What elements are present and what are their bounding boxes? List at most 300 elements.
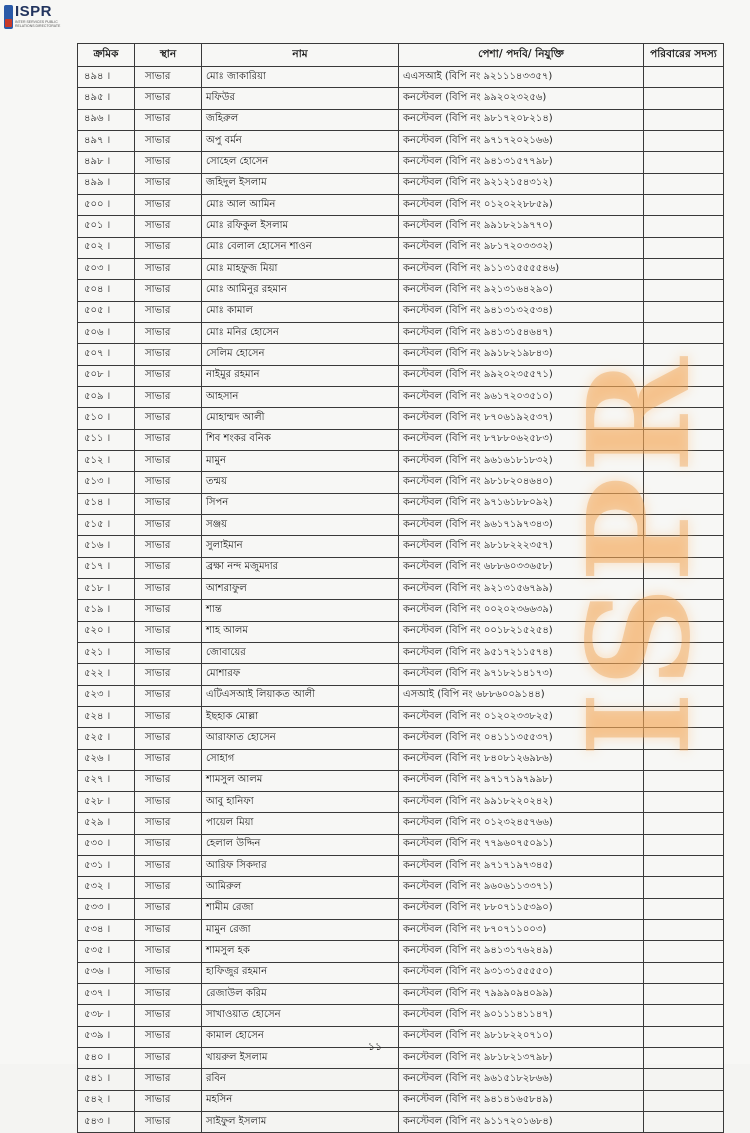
cell-name: আশরাফুল [202, 578, 399, 599]
cell-designation: কনস্টেবল (বিপি নং ৯০১১১৪১১৪৭) [399, 1005, 644, 1026]
cell-designation: কনস্টেবল (বিপি নং ৯৩১৩১৫৫৫৫০) [399, 962, 644, 983]
cell-place: সাভার [135, 578, 202, 599]
table-row [78, 536, 724, 557]
cell-serial: ৪৯৬ । [78, 109, 135, 130]
cell-serial: ৫৩২ । [78, 877, 135, 898]
cell-family-members [644, 1005, 724, 1026]
cell-place: সাভার [135, 557, 202, 578]
cell-serial: ৫০৩ । [78, 258, 135, 279]
cell-designation: কনস্টেবল (বিপি নং ৯৬১৭১৯৭৩৪৩) [399, 514, 644, 535]
cell-family-members [644, 109, 724, 130]
cell-designation: কনস্টেবল (বিপি নং ৯৯২০২৩২৫৬) [399, 88, 644, 109]
cell-family-members [644, 1112, 724, 1133]
cell-family-members [644, 621, 724, 642]
cell-family-members [644, 514, 724, 535]
cell-serial: ৫১৯ । [78, 600, 135, 621]
cell-name: সাখাওয়াত হোসেন [202, 1005, 399, 1026]
cell-family-members [644, 600, 724, 621]
cell-designation: এএসআই (বিপি নং ৯২১১১৪৩৩৫৭) [399, 67, 644, 88]
cell-name: শামীম রেজা [202, 898, 399, 919]
cell-family-members [644, 877, 724, 898]
cell-serial: ৫১৩ । [78, 472, 135, 493]
cell-designation: কনস্টেবল (বিপি নং ০১২০২৩৩৮২৫) [399, 706, 644, 727]
personnel-table [77, 43, 724, 1133]
cell-place: সাভার [135, 600, 202, 621]
cell-name: জোবায়ের [202, 642, 399, 663]
cell-family-members [644, 344, 724, 365]
cell-family-members [644, 557, 724, 578]
cell-family-members [644, 770, 724, 791]
cell-name: আরাফাত হোসেন [202, 728, 399, 749]
table-row [78, 493, 724, 514]
cell-serial: ৫০৯ । [78, 386, 135, 407]
cell-designation: কনস্টেবল (বিপি নং ৮৪০৮১২৬৯৮৬) [399, 749, 644, 770]
cell-name: নাইমুর রহমান [202, 365, 399, 386]
column-header-family-members: পরিবারের সদস্য [644, 44, 724, 67]
cell-place: সাভার [135, 194, 202, 215]
cell-serial: ৫৪০ । [78, 1048, 135, 1069]
cell-place: সাভার [135, 813, 202, 834]
cell-name: মোঃ রফিকুল ইসলাম [202, 216, 399, 237]
cell-name: এটিএসআই লিয়াকত আলী [202, 685, 399, 706]
cell-designation: কনস্টেবল (বিপি নং ০৪১১১৩৫৫৩৭) [399, 728, 644, 749]
cell-serial: ৫২২ । [78, 664, 135, 685]
table-row [78, 664, 724, 685]
cell-family-members [644, 365, 724, 386]
cell-place: সাভার [135, 173, 202, 194]
cell-name: মোঃ বেলাল হোসেন শাওন [202, 237, 399, 258]
cell-name: মহসিন [202, 1090, 399, 1111]
cell-place: সাভার [135, 258, 202, 279]
table-row [78, 578, 724, 599]
cell-designation: কনস্টেবল (বিপি নং ০০১৮২১৫২৫৪) [399, 621, 644, 642]
cell-family-members [644, 67, 724, 88]
cell-serial: ৫৪১ । [78, 1069, 135, 1090]
cell-designation: কনস্টেবল (বিপি নং ৯৬১৭২০৩৫১০) [399, 386, 644, 407]
cell-place: সাভার [135, 728, 202, 749]
cell-place: সাভার [135, 685, 202, 706]
column-header-name: নাম [202, 44, 399, 67]
cell-family-members [644, 322, 724, 343]
table-row [78, 152, 724, 173]
cell-name: কামাল হোসেন [202, 1026, 399, 1047]
cell-serial: ৫২৬ । [78, 749, 135, 770]
cell-designation: কনস্টেবল (বিপি নং ৯৭১৭১৯৭৩৪৫) [399, 856, 644, 877]
table-body [78, 67, 724, 1133]
cell-serial: ৫৪২ । [78, 1090, 135, 1111]
cell-name: শাহ আলম [202, 621, 399, 642]
cell-serial: ৫২৪ । [78, 706, 135, 727]
table-row [78, 898, 724, 919]
table-row [78, 109, 724, 130]
cell-name: সেলিম হোসেন [202, 344, 399, 365]
cell-serial: ৫৩৬ । [78, 962, 135, 983]
cell-serial: ৫২৫ । [78, 728, 135, 749]
cell-family-members [644, 920, 724, 941]
cell-place: সাভার [135, 152, 202, 173]
cell-name: জহিদুল ইসলাম [202, 173, 399, 194]
cell-name: আবু হানিফা [202, 792, 399, 813]
cell-family-members [644, 472, 724, 493]
cell-name: মোঃ আল আমিন [202, 194, 399, 215]
table-row [78, 1005, 724, 1026]
cell-designation: কনস্টেবল (বিপি নং ৮৮০৭১১৫৩৯০) [399, 898, 644, 919]
table-row [78, 728, 724, 749]
cell-designation: কনস্টেবল (বিপি নং ৯৫১৭২১১৫৭৪) [399, 642, 644, 663]
cell-family-members [644, 664, 724, 685]
cell-serial: ৫৩৯ । [78, 1026, 135, 1047]
cell-name: মোহাম্মদ আলী [202, 408, 399, 429]
table-row [78, 130, 724, 151]
cell-designation: কনস্টেবল (বিপি নং ০১২০২২৮৮৫৯) [399, 194, 644, 215]
logo-text: ISPR [15, 3, 53, 20]
cell-name: শান্ত [202, 600, 399, 621]
cell-place: সাভার [135, 706, 202, 727]
table-row [78, 344, 724, 365]
cell-name: সুলাইমান [202, 536, 399, 557]
cell-designation: কনস্টেবল (বিপি নং ৯৬০৬১১৩৩৭১) [399, 877, 644, 898]
table-row [78, 429, 724, 450]
cell-family-members [644, 173, 724, 194]
cell-designation: কনস্টেবল (বিপি নং ০০২০২৩৬৬৩৯) [399, 600, 644, 621]
cell-name: মামুন রেজা [202, 920, 399, 941]
cell-serial: ৫১১ । [78, 429, 135, 450]
cell-family-members [644, 962, 724, 983]
cell-place: সাভার [135, 1069, 202, 1090]
cell-designation: কনস্টেবল (বিপি নং ৯৬১৫১৮২৮৬৬) [399, 1069, 644, 1090]
cell-name: সাইফুল ইসলাম [202, 1112, 399, 1133]
cell-serial: ৫২০ । [78, 621, 135, 642]
cell-designation: কনস্টেবল (বিপি নং ৯৮১৮২০৪৬৪০) [399, 472, 644, 493]
table-row [78, 67, 724, 88]
cell-designation: কনস্টেবল (বিপি নং ৯৯১৮২১৯৭৭০) [399, 216, 644, 237]
cell-family-members [644, 728, 724, 749]
cell-serial: ৫২৯ । [78, 813, 135, 834]
cell-serial: ৫৩৩ । [78, 898, 135, 919]
cell-designation: কনস্টেবল (বিপি নং ৯৯২০২৩৫৫৭১) [399, 365, 644, 386]
cell-serial: ৫২১ । [78, 642, 135, 663]
cell-serial: ৫১৪ । [78, 493, 135, 514]
cell-place: সাভার [135, 920, 202, 941]
cell-designation: কনস্টেবল (বিপি নং ৯১১৩১৫৫৫৫৪৬) [399, 258, 644, 279]
table-row [78, 706, 724, 727]
cell-name: সোহেল হোসেন [202, 152, 399, 173]
cell-designation: কনস্টেবল (বিপি নং ৭৯৯৯০৯৪০৯৯) [399, 984, 644, 1005]
cell-serial: ৫০২ । [78, 237, 135, 258]
cell-place: সাভার [135, 280, 202, 301]
cell-designation: কনস্টেবল (বিপি নং ৯২১২১৫৪৩১২) [399, 173, 644, 194]
cell-place: সাভার [135, 642, 202, 663]
logo-subtext: INTER SERVICES PUBLIC RELATIONS DIRECTORATE [15, 20, 61, 28]
cell-name: হেলাল উদ্দিন [202, 834, 399, 855]
cell-name: হাফিজুর রহমান [202, 962, 399, 983]
table-row [78, 365, 724, 386]
cell-family-members [644, 258, 724, 279]
cell-serial: ৫০৫ । [78, 301, 135, 322]
table-row [78, 1090, 724, 1111]
cell-place: সাভার [135, 749, 202, 770]
cell-family-members [644, 749, 724, 770]
cell-family-members [644, 536, 724, 557]
cell-serial: ৪৯৪ । [78, 67, 135, 88]
cell-place: সাভার [135, 216, 202, 237]
cell-place: সাভার [135, 450, 202, 471]
cell-family-members [644, 450, 724, 471]
cell-place: সাভার [135, 1048, 202, 1069]
cell-designation: কনস্টেবল (বিপি নং ৯৮১৭২০৮২১৪) [399, 109, 644, 130]
cell-place: সাভার [135, 984, 202, 1005]
cell-place: সাভার [135, 386, 202, 407]
ispr-logo [4, 3, 62, 37]
table-row [78, 792, 724, 813]
cell-name: সোহাগ [202, 749, 399, 770]
cell-place: সাভার [135, 834, 202, 855]
cell-designation: কনস্টেবল (বিপি নং ৯৪১৩১৩২৫৩৪) [399, 301, 644, 322]
cell-family-members [644, 194, 724, 215]
cell-name: মামুন [202, 450, 399, 471]
cell-serial: ৫৩৪ । [78, 920, 135, 941]
cell-serial: ৫১৮ । [78, 578, 135, 599]
cell-place: সাভার [135, 1112, 202, 1133]
cell-place: সাভার [135, 88, 202, 109]
table-row [78, 877, 724, 898]
table-row [78, 1069, 724, 1090]
table-header-row [78, 44, 724, 67]
cell-family-members [644, 408, 724, 429]
cell-family-members [644, 88, 724, 109]
cell-serial: ৫০১ । [78, 216, 135, 237]
cell-place: সাভার [135, 856, 202, 877]
cell-serial: ৪৯৭ । [78, 130, 135, 151]
cell-designation: কনস্টেবল (বিপি নং ৯৪১৩১৭৬২৪৯) [399, 941, 644, 962]
cell-name: মোঃ আমিনুর রহমান [202, 280, 399, 301]
cell-name: মোঃ জাকারিয়া [202, 67, 399, 88]
table-row [78, 322, 724, 343]
cell-serial: ৫২৭ । [78, 770, 135, 791]
cell-name: জহিরুল [202, 109, 399, 130]
cell-family-members [644, 813, 724, 834]
table-row [78, 941, 724, 962]
cell-designation: কনস্টেবল (বিপি নং ৯৭১৮২১৪১৭৩) [399, 664, 644, 685]
cell-place: সাভার [135, 237, 202, 258]
cell-name: সিপন [202, 493, 399, 514]
cell-designation: কনস্টেবল (বিপি নং ৯৭১৬১৮৮০৯২) [399, 493, 644, 514]
page-number: ১১ [367, 1040, 383, 1053]
cell-serial: ৫০৬ । [78, 322, 135, 343]
cell-name: আহসান [202, 386, 399, 407]
cell-place: সাভার [135, 408, 202, 429]
cell-designation: কনস্টেবল (বিপি নং ৮৭০৬১৯২৫৩৭) [399, 408, 644, 429]
cell-name: শামসুল হক [202, 941, 399, 962]
cell-serial: ৫১৬ । [78, 536, 135, 557]
cell-family-members [644, 898, 724, 919]
cell-place: সাভার [135, 1090, 202, 1111]
cell-designation: কনস্টেবল (বিপি নং ০১২৩২৪৫৭৬৬) [399, 813, 644, 834]
cell-serial: ৫৩০ । [78, 834, 135, 855]
cell-place: সাভার [135, 429, 202, 450]
cell-family-members [644, 493, 724, 514]
cell-designation: কনস্টেবল (বিপি নং ৭৭৯৬০৭৫০৯১) [399, 834, 644, 855]
table-row [78, 770, 724, 791]
cell-family-members [644, 386, 724, 407]
cell-designation: কনস্টেবল (বিপি নং ৯১১৭২০১৬৮৪) [399, 1112, 644, 1133]
cell-family-members [644, 834, 724, 855]
cell-family-members [644, 130, 724, 151]
cell-place: সাভার [135, 301, 202, 322]
cell-family-members [644, 216, 724, 237]
cell-designation: কনস্টেবল (বিপি নং ৯২১৩১৫৬৭৯৯) [399, 578, 644, 599]
cell-name: শিব শংকর বনিক [202, 429, 399, 450]
cell-serial: ৫১৫ । [78, 514, 135, 535]
column-header-serial: ক্রমিক [78, 44, 135, 67]
cell-family-members [644, 301, 724, 322]
table-row [78, 237, 724, 258]
table-row [78, 216, 724, 237]
table-row [78, 984, 724, 1005]
cell-serial: ৫১৭ । [78, 557, 135, 578]
cell-family-members [644, 1090, 724, 1111]
cell-designation: কনস্টেবল (বিপি নং ৮৭০৭১১০০৩) [399, 920, 644, 941]
cell-place: সাভার [135, 536, 202, 557]
table-row [78, 386, 724, 407]
cell-designation: কনস্টেবল (বিপি নং ৯৯১৮২১৯৮৪৩) [399, 344, 644, 365]
table-row [78, 557, 724, 578]
cell-place: সাভার [135, 941, 202, 962]
table-row [78, 301, 724, 322]
table-row [78, 1112, 724, 1133]
table-row [78, 600, 724, 621]
cell-designation: কনস্টেবল (বিপি নং ৯৮১৮২২০৭১০) [399, 1026, 644, 1047]
cell-place: সাভার [135, 1026, 202, 1047]
cell-family-members [644, 152, 724, 173]
cell-designation: কনস্টেবল (বিপি নং ৯৭১৭২০২১৬৬) [399, 130, 644, 151]
cell-name: মোশারফ [202, 664, 399, 685]
cell-family-members [644, 984, 724, 1005]
cell-name: মোঃ মনির হোসেন [202, 322, 399, 343]
column-header-place: স্থান [135, 44, 202, 67]
cell-place: সাভার [135, 109, 202, 130]
cell-place: সাভার [135, 130, 202, 151]
cell-designation: কনস্টেবল (বিপি নং ৯৬১৬১৮১৮৩২) [399, 450, 644, 471]
cell-family-members [644, 237, 724, 258]
cell-serial: ৪৯৯ । [78, 173, 135, 194]
cell-serial: ৫১২ । [78, 450, 135, 471]
cell-designation: কনস্টেবল (বিপি নং ৯৯১৮২২০২৪২) [399, 792, 644, 813]
cell-family-members [644, 578, 724, 599]
cell-name: তন্ময় [202, 472, 399, 493]
table-row [78, 685, 724, 706]
cell-serial: ৫০৪ । [78, 280, 135, 301]
cell-place: সাভার [135, 1005, 202, 1026]
cell-designation: কনস্টেবল (বিপি নং ৯৮১৮২২২৩৫৭) [399, 536, 644, 557]
cell-serial: ৪৯৫ । [78, 88, 135, 109]
cell-family-members [644, 706, 724, 727]
cell-family-members [644, 792, 724, 813]
cell-serial: ৫৩৮ । [78, 1005, 135, 1026]
cell-name: ব্রক্ষা নন্দ মজুমদার [202, 557, 399, 578]
cell-name: শামসুল আলম [202, 770, 399, 791]
cell-designation: কনস্টেবল (বিপি নং ৯৮১৮২১৩৭৯৮) [399, 1048, 644, 1069]
cell-name: রেজাউল করিম [202, 984, 399, 1005]
cell-name: সঞ্জয় [202, 514, 399, 535]
cell-family-members [644, 685, 724, 706]
cell-designation: কনস্টেবল (বিপি নং ৬৮৮৬০৩৩৬৫৮) [399, 557, 644, 578]
table-row [78, 621, 724, 642]
cell-name: ইছহাক মোল্লা [202, 706, 399, 727]
cell-place: সাভার [135, 792, 202, 813]
table-row [78, 472, 724, 493]
table-row [78, 173, 724, 194]
cell-serial: ৫০০ । [78, 194, 135, 215]
cell-family-members [644, 856, 724, 877]
cell-place: সাভার [135, 365, 202, 386]
cell-serial: ৫৪৩ । [78, 1112, 135, 1133]
cell-serial: ৫৩১ । [78, 856, 135, 877]
cell-family-members [644, 1069, 724, 1090]
cell-designation: কনস্টেবল (বিপি নং ৯৮১৭২০৩৩৩২) [399, 237, 644, 258]
table-row [78, 834, 724, 855]
table-row [78, 258, 724, 279]
cell-name: খায়রুল ইসলাম [202, 1048, 399, 1069]
cell-name: মোঃ কামাল [202, 301, 399, 322]
cell-family-members [644, 280, 724, 301]
table-row [78, 450, 724, 471]
cell-serial: ৫২৩ । [78, 685, 135, 706]
table-row [78, 856, 724, 877]
cell-designation: কনস্টেবল (বিপি নং ৯৪১৩১৫৭৭৯৮) [399, 152, 644, 173]
cell-family-members [644, 429, 724, 450]
table-row [78, 280, 724, 301]
cell-name: অপু বর্মন [202, 130, 399, 151]
cell-name: রবিন [202, 1069, 399, 1090]
table-row [78, 813, 724, 834]
cell-name: পায়েল মিয়া [202, 813, 399, 834]
cell-serial: ৫১০ । [78, 408, 135, 429]
cell-serial: ৫২৮ । [78, 792, 135, 813]
table-row [78, 920, 724, 941]
cell-serial: ৫০৭ । [78, 344, 135, 365]
cell-designation: কনস্টেবল (বিপি নং ৯৪১৪১৬৫৮৪৯) [399, 1090, 644, 1111]
cell-name: আমিরুল [202, 877, 399, 898]
watermark-text: ISPR [558, 352, 722, 758]
cell-serial: ৪৯৮ । [78, 152, 135, 173]
table-row [78, 962, 724, 983]
cell-name: মোঃ মাহফুজ মিয়া [202, 258, 399, 279]
cell-designation: কনস্টেবল (বিপি নং ৯২১৩১৬৪২৯০) [399, 280, 644, 301]
cell-place: সাভার [135, 664, 202, 685]
cell-designation: কনস্টেবল (বিপি নং ৯৭১৭১৯৭৯৯৮) [399, 770, 644, 791]
cell-serial: ৫৩৭ । [78, 984, 135, 1005]
cell-place: সাভার [135, 67, 202, 88]
cell-name: আরিফ সিকদার [202, 856, 399, 877]
cell-place: সাভার [135, 621, 202, 642]
table-row [78, 194, 724, 215]
cell-place: সাভার [135, 877, 202, 898]
cell-place: সাভার [135, 322, 202, 343]
cell-place: সাভার [135, 898, 202, 919]
cell-family-members [644, 642, 724, 663]
table-row [78, 514, 724, 535]
cell-serial: ৫০৮ । [78, 365, 135, 386]
cell-place: সাভার [135, 514, 202, 535]
ispr-emblem-icon [4, 5, 13, 29]
cell-family-members [644, 941, 724, 962]
cell-name: মফিউর [202, 88, 399, 109]
cell-designation: এসআই (বিপি নং ৬৮৮৬০০৯১৪৪) [399, 685, 644, 706]
cell-designation: কনস্টেবল (বিপি নং ৯৪১৩১৫৪৬৪৭) [399, 322, 644, 343]
table-row [78, 88, 724, 109]
cell-place: সাভার [135, 962, 202, 983]
